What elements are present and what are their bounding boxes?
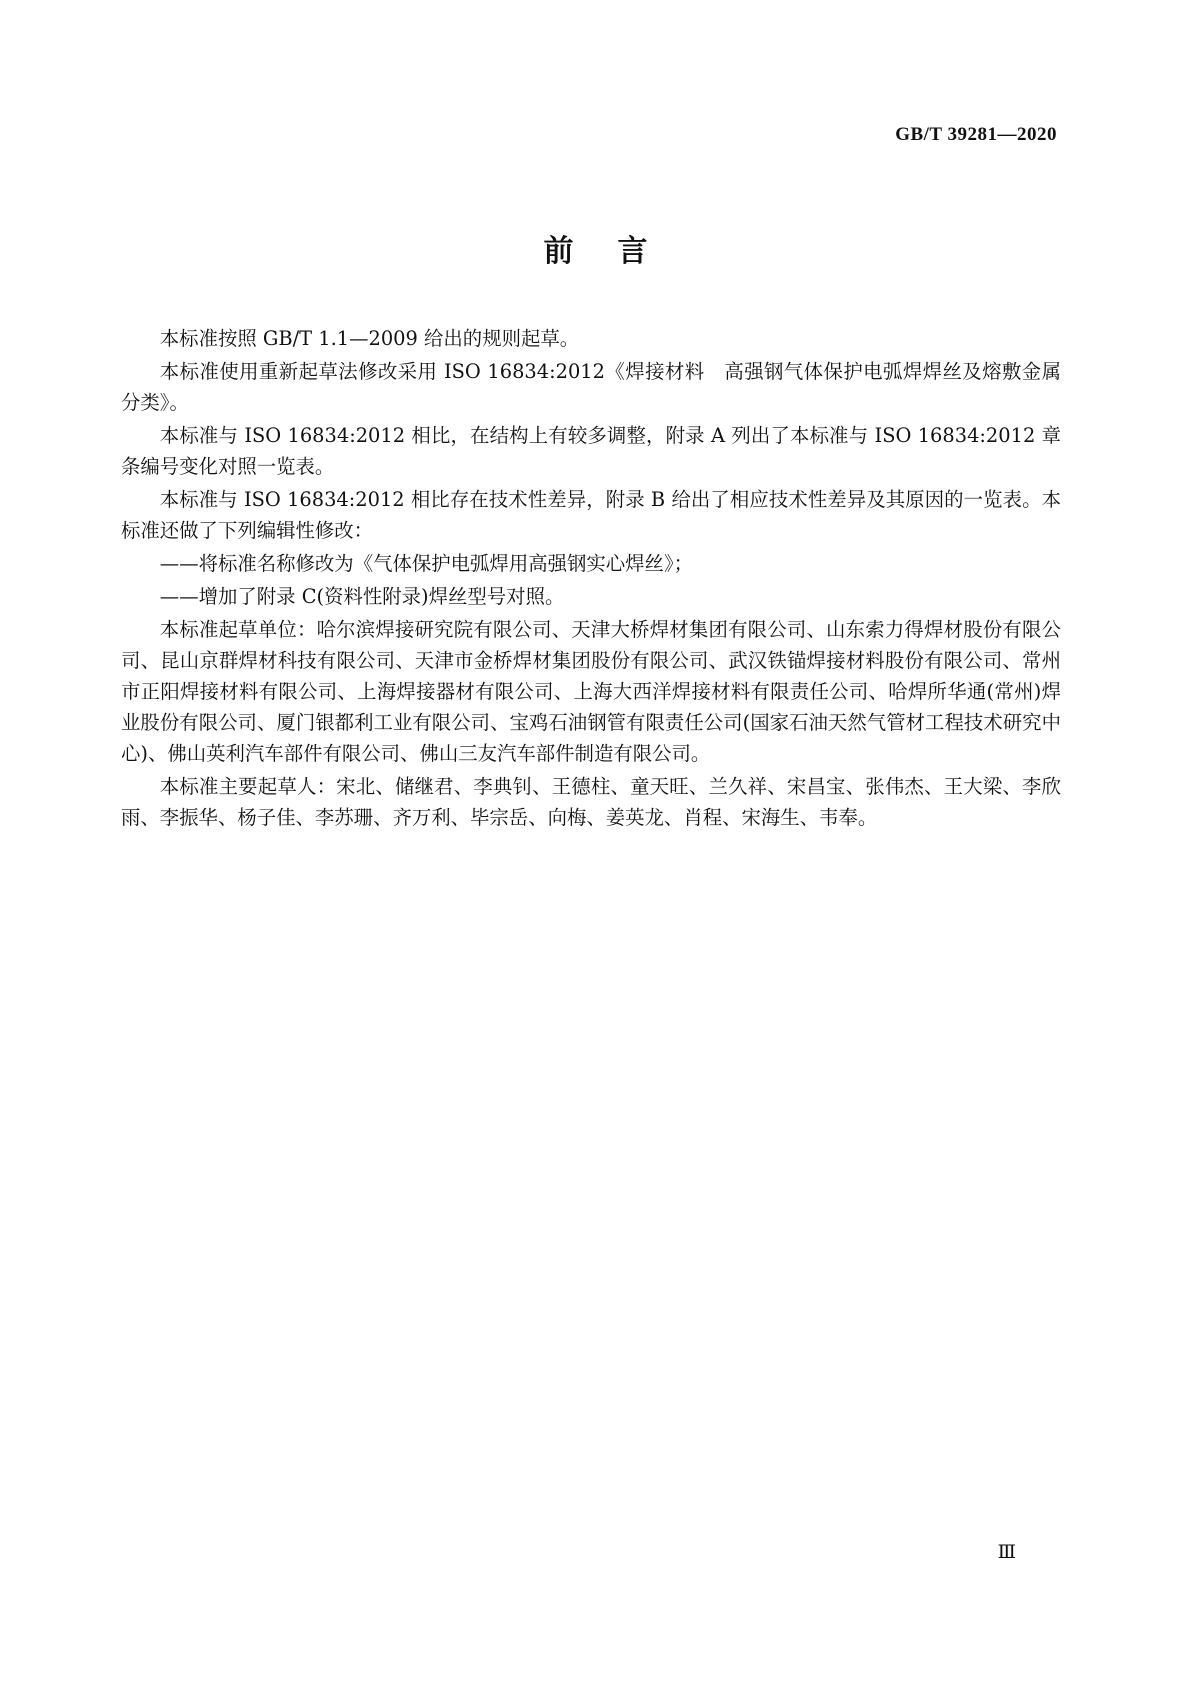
paragraph-structure-changes: 本标准与 ISO 16834:2012 相比，在结构上有较多调整，附录 A 列出了本标准与 ISO 16834:2012 章条编号变化对照一览表。 [121, 424, 1061, 478]
paragraph-drafting-rules: 本标准按照 GB/T 1.1—2009 给出的规则起草。 [159, 327, 580, 350]
list-item-editorial-change-2: ——增加了附录 C(资料性附录)焊丝型号对照。 [159, 585, 565, 608]
standard-number: GB/T 39281—2020 [895, 124, 1057, 145]
paragraph-adoption: 本标准使用重新起草法修改采用 ISO 16834:2012《焊接材料 高强钢气体保护电弧焊焊丝及熔敷金属 分类》。 [121, 360, 1081, 414]
foreword-body [121, 323, 1081, 835]
paragraph-drafting-units: 本标准起草单位：哈尔滨焊接研究院有限公司、天津大桥焊材集团有限公司、山东索力得焊材股份有限公司、昆山京群焊材科技有限公司、天津市金桥焊材集团股份有限公司、武汉铁锚焊接材料股份有限公司、常州市正阳焊接材料有限公司、上海焊接器材有限公司、上海大西洋焊接材料有限责任公司、哈焊所华通(常州)焊业股份有限公司、厦门银都利工业有限公司、宝鸡石油钢管有限责任公司(国家石油天然气管材工程技术研究中心)、佛山英利汽车部件有限公司、佛山三友汽车部件制造有限公司。 [121, 618, 1061, 765]
paragraph-drafters: 本标准主要起草人：宋北、储继君、李典钊、王德柱、童天旺、兰久祥、宋昌宝、张伟杰、王大梁、李欣雨、李振华、杨子佳、李苏珊、齐万利、毕宗岳、向梅、姜英龙、肖程、宋海生、韦奉。 [121, 775, 1061, 829]
paragraph-technical-differences: 本标准与 ISO 16834:2012 相比存在技术性差异，附录 B 给出了相应技术性差异及其原因的一览表。本标准还做了下列编辑性修改： [121, 488, 1061, 542]
page-title: 前言 [543, 234, 692, 269]
page-number: Ⅲ [997, 1542, 1016, 1563]
list-item-editorial-change-1: ——将标准名称修改为《气体保护电弧焊用高强钢实心焊丝》； [159, 552, 694, 575]
